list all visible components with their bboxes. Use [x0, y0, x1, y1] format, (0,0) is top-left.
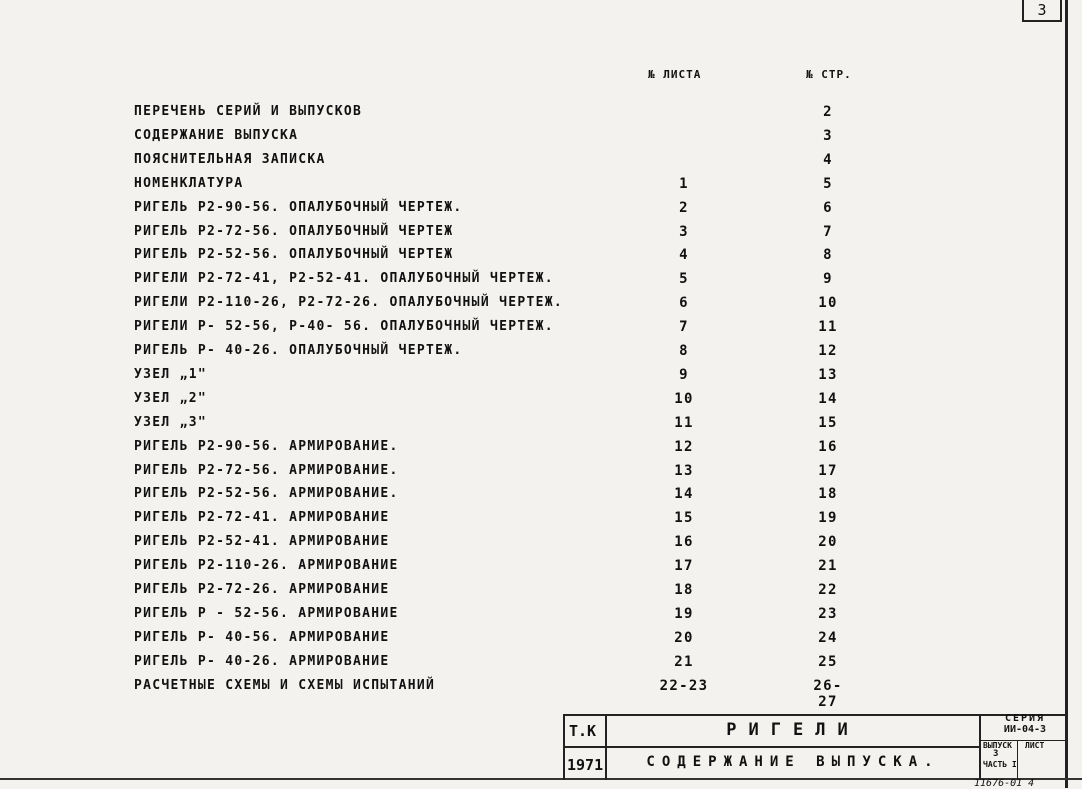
table-row	[134, 630, 894, 654]
row-sheet-number: 1	[679, 175, 689, 192]
row-title: РИГЕЛЬ Р- 40-26. АРМИРОВАНИЕ	[134, 653, 390, 669]
table-row	[134, 247, 894, 271]
sheet-number-box: 3	[1022, 0, 1062, 22]
row-page-number: 22	[818, 582, 838, 598]
vypusk-label: ВЫПУСК	[983, 741, 1012, 750]
row-title: РИГЕЛЬ Р2-72-56. АРМИРОВАНИЕ.	[134, 462, 399, 478]
row-title: СОДЕРЖАНИЕ ВЫПУСКА	[134, 127, 299, 143]
row-sheet-number: 11	[674, 414, 694, 431]
row-page-number: 26-27	[813, 677, 843, 710]
row-sheet-number: 9	[679, 366, 689, 383]
row-sheet-number: 12	[674, 438, 694, 455]
table-row	[134, 558, 894, 582]
row-title: РИГЕЛЬ Р2-52-56. АРМИРОВАНИЕ.	[134, 486, 399, 502]
table-row	[134, 534, 894, 558]
table-row	[134, 486, 894, 510]
list-label: ЛИСТ	[1025, 741, 1045, 750]
row-page-number: 21	[818, 558, 838, 575]
row-title: РИГЕЛЬ Р2-52-41. АРМИРОВАНИЕ	[134, 534, 390, 550]
row-sheet-number: 4	[679, 247, 689, 264]
row-sheet-number: 20	[674, 629, 694, 646]
row-sheet-number: 16	[674, 534, 694, 551]
row-sheet-number: 13	[674, 462, 694, 479]
row-sheet-number: 7	[679, 319, 689, 336]
row-title: РИГЕЛЬ Р2-72-56. ОПАЛУБОЧНЫЙ ЧЕРТЕЖ	[134, 223, 454, 239]
row-sheet-number: 5	[679, 271, 689, 288]
row-page-number: 20	[818, 534, 838, 551]
row-sheet-number: 8	[679, 343, 689, 359]
row-sheet-number: 15	[674, 510, 694, 527]
row-page-number: 25	[818, 653, 838, 670]
tk-label: Т.К	[569, 722, 597, 740]
row-title: РАСЧЕТНЫЕ СХЕМЫ И СХЕМЫ ИСПЫТАНИЙ	[134, 677, 436, 693]
seria-label: СЕРИЯ	[1004, 713, 1046, 724]
row-page-number: 18	[818, 486, 838, 503]
row-page-number: 12	[818, 343, 838, 359]
row-page-number: 3	[823, 127, 833, 144]
table-row	[134, 677, 894, 710]
table-row	[134, 343, 894, 367]
row-title: РИГЕЛЬ Р2-90-56. ОПАЛУБОЧНЫЙ ЧЕРТЕЖ.	[134, 199, 463, 215]
row-title: РИГЕЛЬ Р2-72-26. АРМИРОВАНИЕ	[134, 582, 390, 597]
table-row	[134, 391, 894, 415]
row-title: РИГЕЛЬ Р- 40-26. ОПАЛУБОЧНЫЙ ЧЕРТЕЖ.	[134, 343, 463, 358]
row-title: ПЕРЕЧЕНЬ СЕРИЙ И ВЫПУСКОВ	[134, 104, 363, 119]
sheet-column-header: № ЛИСТА	[648, 68, 702, 81]
row-sheet-number: 3	[679, 223, 689, 240]
table-row	[134, 415, 894, 439]
table-row	[134, 128, 894, 152]
row-title: УЗЕЛ „2"	[134, 390, 208, 406]
table-row	[134, 582, 894, 606]
row-title: РИГЕЛЬ Р2-52-56. ОПАЛУБОЧНЫЙ ЧЕРТЕЖ	[134, 247, 454, 263]
row-page-number: 7	[823, 223, 833, 240]
row-page-number: 11	[818, 319, 838, 336]
row-title: РИГЕЛЬ Р2-72-41. АРМИРОВАНИЕ	[134, 510, 390, 526]
table-row	[134, 176, 894, 200]
row-sheet-number: 19	[674, 605, 694, 622]
row-title: РИГЕЛЬ Р2-90-56. АРМИРОВАНИЕ.	[134, 438, 399, 454]
row-sheet-number: 17	[674, 558, 694, 575]
row-title: РИГЕЛЬ Р- 40-56. АРМИРОВАНИЕ	[134, 629, 390, 645]
row-sheet-number: 6	[679, 295, 689, 312]
title-block-divider	[1017, 740, 1018, 780]
table-row	[134, 295, 894, 319]
row-page-number: 2	[823, 104, 833, 120]
row-title: УЗЕЛ „1"	[134, 366, 208, 382]
table-row	[134, 463, 894, 487]
row-title: РИГЕЛИ Р2-110-26, Р2-72-26. ОПАЛУБОЧНЫЙ ЧЕРТЕЖ.	[134, 295, 563, 311]
chast-label: ЧАСТЬ I	[983, 760, 1017, 769]
row-title: ПОЯСНИТЕЛЬНАЯ ЗАПИСКА	[134, 151, 326, 167]
table-row	[134, 654, 894, 678]
row-sheet-number: 10	[674, 390, 694, 407]
title-block	[563, 714, 1067, 780]
row-sheet-number: 22-23	[659, 677, 709, 694]
table-row	[134, 104, 894, 128]
vypusk-value: 3	[993, 749, 999, 759]
row-sheet-number: 21	[674, 653, 694, 670]
row-title: РИГЕЛЬ Р2-110-26. АРМИРОВАНИЕ	[134, 558, 399, 574]
frame-right-border	[1065, 0, 1068, 788]
archive-number: 11676-01 4	[974, 778, 1035, 789]
row-title: РИГЕЛИ Р2-72-41, Р2-52-41. ОПАЛУБОЧНЫЙ ЧЕРТЕЖ.	[134, 271, 554, 287]
table-row	[134, 224, 894, 248]
year-label: 1971	[567, 756, 604, 774]
row-page-number: 8	[823, 247, 833, 264]
row-sheet-number: 18	[674, 582, 694, 598]
table-row	[134, 367, 894, 391]
table-row	[134, 439, 894, 463]
drawing-name: РИГЕЛИ	[726, 720, 860, 740]
row-title: РИГЕЛЬ Р - 52-56. АРМИРОВАНИЕ	[134, 605, 399, 621]
table-row	[134, 152, 894, 176]
drawing-subtitle: СОДЕРЖАНИЕ ВЫПУСКА.	[646, 754, 940, 770]
row-page-number: 16	[818, 438, 838, 455]
table-row	[134, 606, 894, 630]
row-page-number: 14	[818, 390, 838, 407]
row-title: РИГЕЛИ Р- 52-56, Р-40- 56. ОПАЛУБОЧНЫЙ ЧЕРТЕЖ.	[134, 319, 554, 335]
row-page-number: 4	[823, 151, 833, 168]
row-page-number: 15	[818, 414, 838, 431]
seria-code: ИИ-04-3	[1003, 724, 1047, 735]
row-sheet-number: 14	[674, 486, 694, 503]
row-title: УЗЕЛ „3"	[134, 414, 208, 430]
row-page-number: 23	[818, 605, 838, 622]
row-page-number: 19	[818, 510, 838, 527]
table-row	[134, 200, 894, 224]
table-row	[134, 510, 894, 534]
row-page-number: 5	[823, 175, 833, 192]
row-page-number: 13	[818, 366, 838, 383]
title-block-divider	[979, 716, 981, 780]
row-page-number: 6	[823, 199, 833, 216]
row-page-number: 10	[818, 295, 838, 312]
table-row	[134, 319, 894, 343]
row-page-number: 9	[823, 271, 833, 288]
table-row	[134, 271, 894, 295]
row-sheet-number: 2	[679, 199, 689, 216]
page-column-header: № СТР.	[806, 68, 852, 81]
row-title: НОМЕНКЛАТУРА	[134, 175, 244, 191]
title-block-divider	[565, 746, 979, 748]
row-page-number: 24	[818, 629, 838, 646]
row-page-number: 17	[818, 462, 838, 479]
